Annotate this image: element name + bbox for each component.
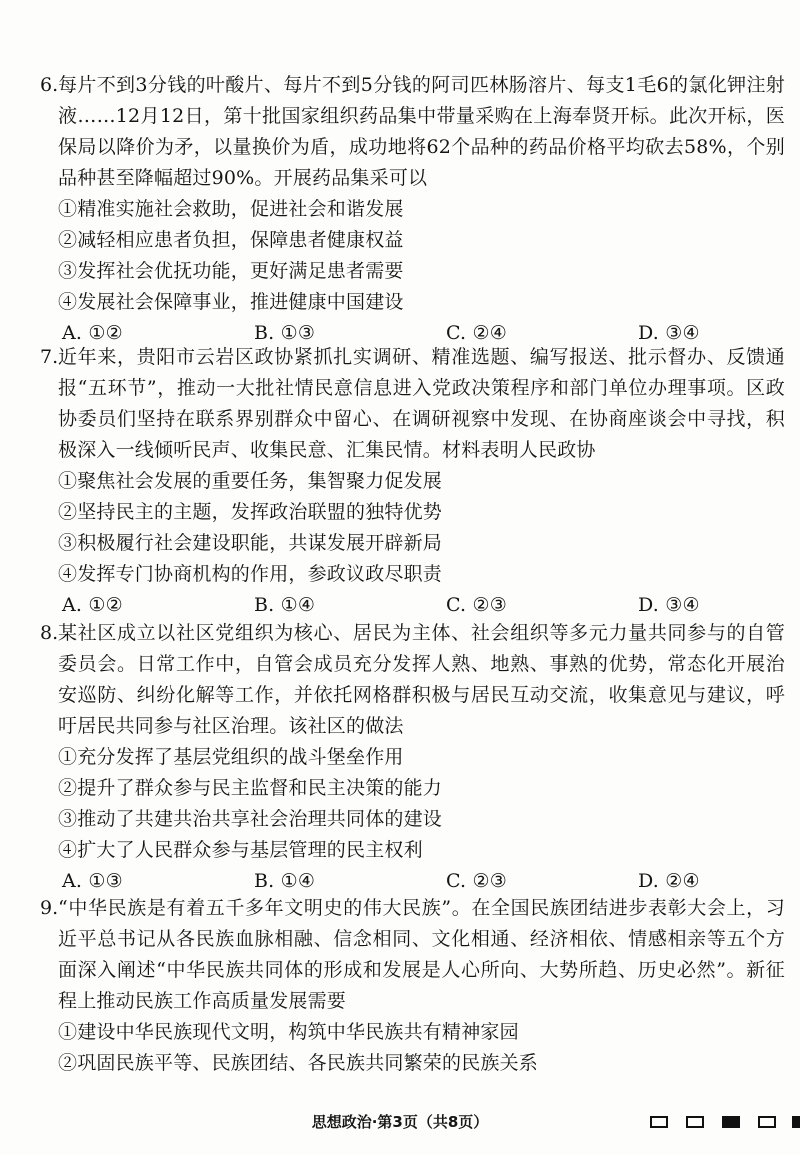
question-number: 7. — [40, 346, 59, 368]
question-7 — [40, 342, 785, 621]
answer-a: A. ①② — [62, 322, 123, 344]
question-8 — [40, 618, 785, 897]
answer-c: C. ②③ — [446, 594, 508, 616]
question-stem: “中华民族是有着五千多年文明史的伟大民族”。在全国民族团结进步表彰大会上，习近平总书记从各民族血脉相融、信念相同、文化相通、经济相依、情感相亲等五个方面深入阐述“中华民族共同体的形成和发展是人心所向、大势所趋、历史必然”。新征程上推动民族工作高质量发展需要 — [58, 897, 785, 1012]
option-item-2: ②减轻相应患者负担，保障患者健康权益 — [58, 229, 404, 251]
option-item-1: ①精准实施社会救助，促进社会和谐发展 — [58, 198, 404, 220]
option-item-4: ④发挥专门协商机构的作用，参政议政尽职责 — [58, 563, 443, 585]
option-item-1: ①聚焦社会发展的重要任务，集智聚力促发展 — [58, 470, 443, 492]
answer-b: B. ①④ — [254, 870, 316, 892]
answer-c: C. ②④ — [446, 322, 508, 344]
answer-b: B. ①④ — [254, 594, 316, 616]
option-item-2: ②巩固民族平等、民族团结、各民族共同繁荣的民族关系 — [58, 1052, 539, 1074]
option-item-4: ④扩大了人民群众参与基层管理的民主权利 — [58, 839, 423, 861]
question-stem: 近年来，贵阳市云岩区政协紧抓扎实调研、精准选题、编写报送、批示督办、反馈通报“五环节”，推动一大批社情民意信息进入党政决策程序和部门单位办理事项。区政协委员们坚持在联系界别群众中留心、在调研视察中发现、在协商座谈会中寻找，积极深入一线倾听民声、收集民意、汇集民情。材料表明人民政协 — [58, 346, 785, 461]
question-stem: 某社区成立以社区党组织为核心、居民为主体、社会组织等多元力量共同参与的自管委员会。日常工作中，自管会成员充分发挥人熟、地熟、事熟的优势，常态化开展治安巡防、纠纷化解等工作，并依托网格群积极与居民互动交流，收集意见与建议，呼吁居民共同参与社区治理。该社区的做法 — [58, 622, 785, 737]
answer-d: D. ②④ — [638, 870, 700, 892]
option-item-1: ①建设中华民族现代文明，构筑中华民族共有精神家园 — [58, 1021, 519, 1043]
question-6 — [40, 70, 785, 349]
registration-mark — [650, 1116, 668, 1128]
answer-d: D. ③④ — [638, 322, 700, 344]
answer-b: B. ①③ — [254, 322, 316, 344]
answer-c: C. ②③ — [446, 870, 508, 892]
option-item-2: ②坚持民主的主题，发挥政治联盟的独特优势 — [58, 501, 443, 523]
option-item-4: ④发展社会保障事业，推进健康中国建设 — [58, 291, 404, 313]
registration-mark — [758, 1116, 776, 1128]
answer-d: D. ③④ — [638, 594, 700, 616]
option-item-1: ①充分发挥了基层党组织的战斗堡垒作用 — [58, 746, 404, 768]
option-item-2: ②提升了群众参与民主监督和民主决策的能力 — [58, 777, 443, 799]
scan-marks — [640, 1116, 800, 1132]
question-9 — [40, 893, 785, 1079]
answer-a: A. ①③ — [62, 870, 123, 892]
registration-mark — [792, 1116, 800, 1128]
registration-mark — [686, 1116, 704, 1128]
answer-choices — [58, 590, 785, 621]
answer-a: A. ①② — [62, 594, 123, 616]
question-stem: 每片不到3分钱的叶酸片、每片不到5分钱的阿司匹林肠溶片、每支1毛6的氯化钾注射液……12月12日，第十批国家组织药品集中带量采购在上海奉贤开标。此次开标，医保局以降价为矛，以量换价为盾，成功地将62个品种的药品价格平均砍去58%，个别品种甚至降幅超过90%。开展药品集采可以 — [58, 74, 785, 189]
question-number: 9. — [40, 897, 59, 919]
question-number: 8. — [40, 622, 59, 644]
page-footer: 思想政治·第3页（共8页） — [311, 1113, 489, 1131]
option-item-3: ③推动了共建共治共享社会治理共同体的建设 — [58, 808, 443, 830]
option-item-3: ③发挥社会优抚功能，更好满足患者需要 — [58, 260, 404, 282]
option-item-3: ③积极履行社会建设职能，共谋发展开辟新局 — [58, 532, 443, 554]
question-number: 6. — [40, 74, 59, 96]
registration-mark — [722, 1116, 740, 1128]
